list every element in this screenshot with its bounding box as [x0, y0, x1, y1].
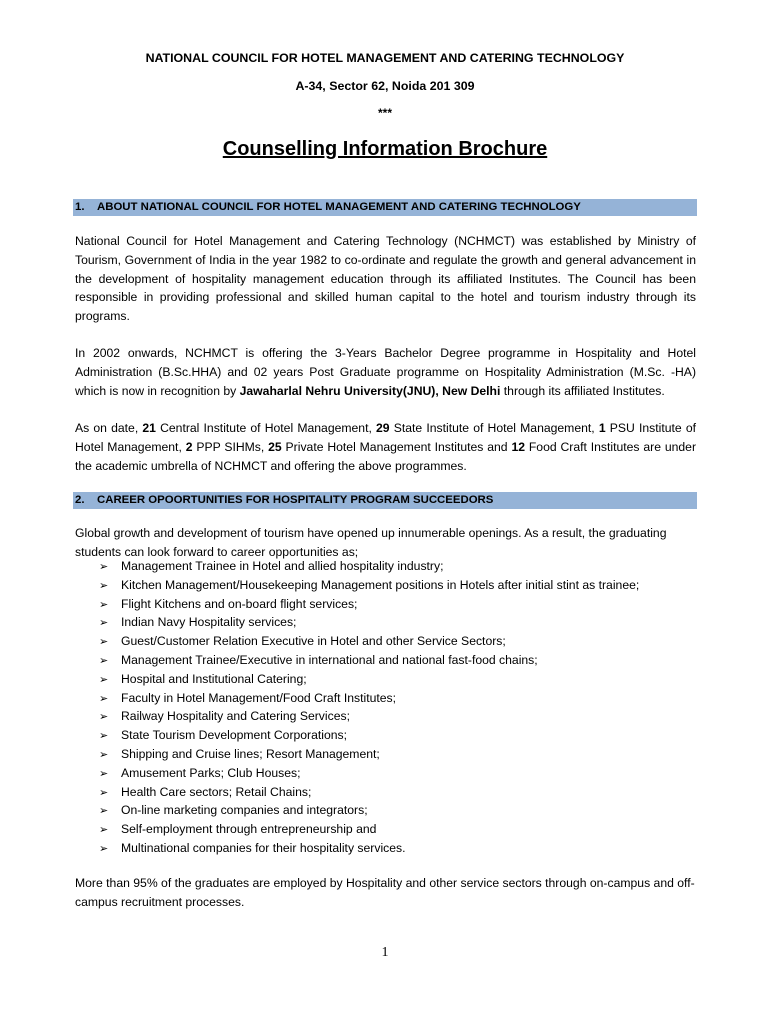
arrow-bullet-icon: ➢: [99, 711, 109, 724]
arrow-bullet-icon: ➢: [99, 748, 109, 761]
para2-text-b: through its affiliated Institutes.: [500, 383, 665, 398]
list-item: ➢ Management Trainee/Executive in international and national fast-food chains;: [99, 651, 699, 670]
arrow-bullet-icon: ➢: [99, 692, 109, 705]
count-ppp: 2: [185, 439, 193, 454]
section-1-paragraph-2: [75, 344, 696, 400]
section-1-title: ABOUT NATIONAL COUNCIL FOR HOTEL MANAGEMENT AND CATERING TECHNOLOGY: [97, 201, 581, 213]
separator: ***: [377, 106, 392, 120]
count-fci: 12: [511, 439, 525, 454]
list-item: ➢ Multinational companies for their hospitality services.: [99, 839, 699, 858]
document-title: Counselling Information Brochure: [222, 138, 548, 160]
para3-text-e: PPP SIHMs,: [192, 439, 269, 454]
jnu-name: Jawaharlal Nehru University(JNU), New Delhi: [239, 383, 501, 398]
para3-text-f: Private Hotel Management Institutes and: [281, 439, 512, 454]
list-item: ➢ Flight Kitchens and on-board flight services;: [99, 595, 699, 614]
arrow-bullet-icon: ➢: [99, 673, 109, 686]
arrow-bullet-icon: ➢: [99, 579, 109, 592]
list-item: ➢ Health Care sectors; Retail Chains;: [99, 783, 699, 802]
arrow-bullet-icon: ➢: [99, 598, 109, 611]
list-item: ➢ On-line marketing companies and integrators;: [99, 801, 699, 820]
para3-text-c: State Institute of Hotel Management,: [389, 421, 599, 435]
organization-name: NATIONAL COUNCIL FOR HOTEL MANAGEMENT AND CATERING TECHNOLOGY: [145, 51, 625, 65]
section-1-paragraph-1: National Council for Hotel Management and Catering Technology (NCHMCT) was established by Ministry of Tourism, Government of India in the year 1982 to co-ordinate and regulate the growth and general advancement in the development of hospitality management education through its affiliated Institutes. The Council has been responsible in providing professional and skilled human capital to the hotel and tourism industry through its programs.: [75, 234, 696, 324]
section-2-intro: Global growth and development of tourism have opened up innumerable openings. As a result, the graduating students can look forward to career opportunities as;: [75, 526, 667, 559]
organization-address: A-34, Sector 62, Noida 201 309: [295, 79, 475, 93]
section-2-number: 2.: [75, 494, 85, 506]
para3-text-d: PSU Institute of Hotel Management,: [75, 421, 696, 454]
section-2-closing: More than 95% of the graduates are employed by Hospitality and other service sectors through on-campus and off-campus recruitment processes.: [75, 876, 695, 909]
list-item: ➢ State Tourism Development Corporations;: [99, 726, 699, 745]
list-item: ➢ Management Trainee in Hotel and allied hospitality industry;: [99, 557, 699, 576]
list-item: ➢ Kitchen Management/Housekeeping Management positions in Hotels after initial stint as trainee;: [99, 576, 699, 595]
arrow-bullet-icon: ➢: [99, 805, 109, 818]
section-2-heading: [73, 492, 697, 509]
page-number: 1: [381, 945, 389, 960]
list-item: ➢ Shipping and Cruise lines; Resort Management;: [99, 745, 699, 764]
count-private: 25: [268, 439, 282, 454]
list-item: ➢ Railway Hospitality and Catering Services;: [99, 707, 699, 726]
arrow-bullet-icon: ➢: [99, 654, 109, 667]
arrow-bullet-icon: ➢: [99, 842, 109, 855]
section-1-paragraph-3: [75, 419, 696, 475]
list-item: ➢ Indian Navy Hospitality services;: [99, 613, 699, 632]
list-item: ➢ Hospital and Institutional Catering;: [99, 670, 699, 689]
career-list: [99, 557, 699, 858]
list-item: ➢ Guest/Customer Relation Executive in Hotel and other Service Sectors;: [99, 632, 699, 651]
para3-text-a: As on date,: [75, 421, 143, 435]
arrow-bullet-icon: ➢: [99, 617, 109, 630]
arrow-bullet-icon: ➢: [99, 636, 109, 649]
section-1-heading: [73, 199, 697, 216]
count-sihm: 29: [376, 421, 390, 435]
list-item: ➢ Self-employment through entrepreneurship and: [99, 820, 699, 839]
arrow-bullet-icon: ➢: [99, 767, 109, 780]
section-2-title: CAREER OPOORTUNITIES FOR HOSPITALITY PROGRAM SUCCEEDORS: [97, 494, 494, 506]
section-1-number: 1.: [75, 201, 85, 213]
arrow-bullet-icon: ➢: [99, 561, 109, 573]
count-psu: 1: [598, 421, 606, 435]
list-item: ➢ Amusement Parks; Club Houses;: [99, 764, 699, 783]
arrow-bullet-icon: ➢: [99, 786, 109, 799]
list-item: ➢ Faculty in Hotel Management/Food Craft Institutes;: [99, 689, 699, 708]
arrow-bullet-icon: ➢: [99, 730, 109, 743]
para3-text-g: Food Craft Institutes are under the academic umbrella of NCHMCT and offering the above programmes.: [75, 439, 696, 473]
arrow-bullet-icon: ➢: [99, 824, 109, 837]
para3-text-b: Central Institute of Hotel Management,: [155, 421, 377, 435]
para2-text-a: In 2002 onwards, NCHMCT is offering the 3-Years Bachelor Degree programme in Hospitality and Hotel Administration (B.Sc.HHA) and 02 years Post Graduate programme on Hospitality Administration (M.Sc. -HA) which is now in recognition by: [75, 346, 696, 398]
count-cihm: 21: [142, 421, 156, 435]
